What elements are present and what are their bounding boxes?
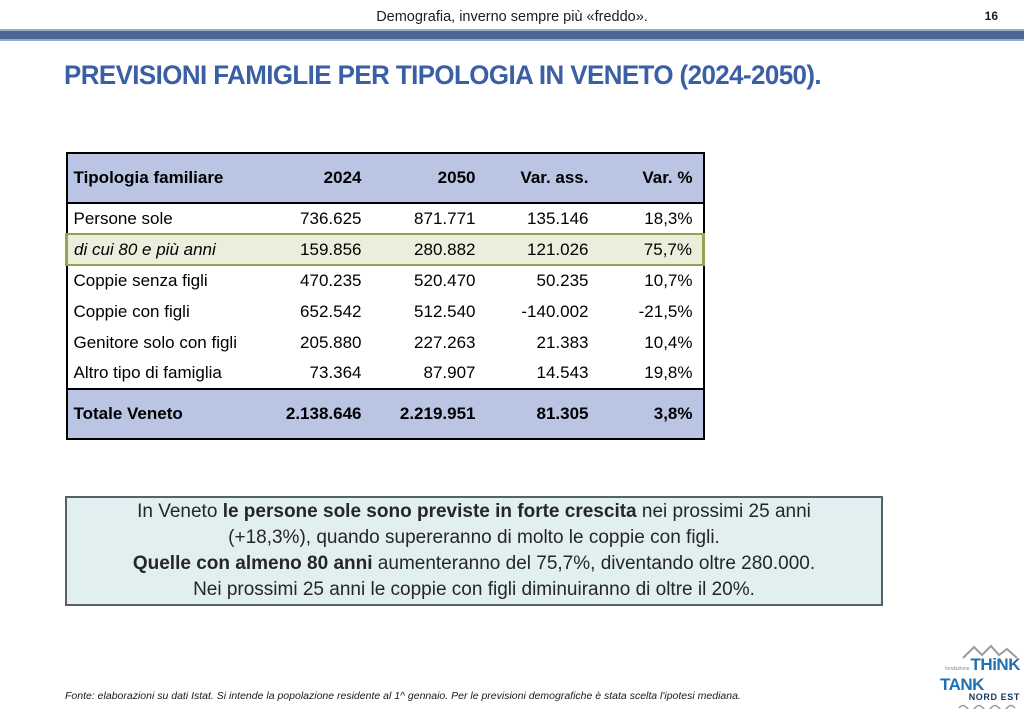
table-row-coppie-senza-figli bbox=[67, 265, 704, 296]
table-row-80-e-piu-highlighted bbox=[67, 234, 704, 265]
source-note: Fonte: elaborazioni su dati Istat. Si intende la popolazione residente al 1^ gennaio. Per le previsioni demografiche è stata scelta l'ipotesi mediana. bbox=[65, 690, 741, 702]
cell-var-ass: 81.305 bbox=[486, 389, 599, 439]
column-header-2024: 2024 bbox=[267, 153, 372, 203]
summary-line-3 bbox=[67, 551, 881, 577]
table-row-totale-veneto bbox=[67, 389, 704, 439]
cell-2024: 73.364 bbox=[309, 363, 362, 382]
cell-var-pct: 3,8% bbox=[599, 389, 704, 439]
cell-2024: 652.542 bbox=[300, 301, 362, 321]
summary-text-bold: le persone sole sono previste in forte crescita bbox=[222, 501, 637, 522]
cell-var-pct: 18,3% bbox=[644, 208, 693, 228]
cell-2024: 205.880 bbox=[300, 332, 362, 352]
row-label: Altro tipo di famiglia bbox=[73, 363, 222, 382]
cell-var-ass: 21.383 bbox=[536, 332, 589, 352]
table-row-coppie-con-figli bbox=[67, 296, 704, 327]
summary-text-box bbox=[65, 496, 883, 606]
cell-var-ass: 14.543 bbox=[536, 363, 589, 382]
summary-text: aumenteranno del 75,7%, diventando oltre 280.000. bbox=[372, 553, 816, 574]
column-header-var-ass: Var. ass. bbox=[486, 153, 599, 203]
logo-fondazione-label: fondazione bbox=[945, 666, 970, 672]
cell-2050: 2.219.951 bbox=[372, 389, 486, 439]
logo-think-label: THiNK bbox=[970, 655, 1020, 674]
waves-icon bbox=[958, 704, 1020, 709]
cell-2050: 512.540 bbox=[414, 301, 476, 321]
logo-think-row bbox=[945, 657, 1020, 677]
cell-var-pct: -21,5% bbox=[638, 301, 693, 321]
cell-2024: 736.625 bbox=[300, 208, 362, 228]
cell-2050: 871.771 bbox=[414, 208, 476, 228]
row-label: Totale Veneto bbox=[67, 389, 267, 439]
cell-var-pct: 10,4% bbox=[644, 332, 693, 352]
logo-tank-label: TANK bbox=[940, 675, 984, 694]
cell-2050: 520.470 bbox=[414, 271, 476, 290]
cell-var-ass: 50.235 bbox=[536, 271, 589, 290]
row-label: Coppie con figli bbox=[73, 301, 190, 321]
summary-text: nei prossimi 25 anni bbox=[636, 501, 811, 522]
page-number: 16 bbox=[984, 9, 998, 23]
cell-var-pct: 19,8% bbox=[644, 363, 693, 382]
row-label: Persone sole bbox=[73, 208, 173, 228]
think-tank-nord-est-logo bbox=[940, 644, 1020, 709]
summary-text-bold: Quelle con almeno 80 anni bbox=[132, 553, 373, 574]
summary-line-1 bbox=[67, 499, 881, 525]
cell-var-pct: 10,7% bbox=[644, 271, 693, 290]
column-header-2050: 2050 bbox=[372, 153, 486, 203]
column-header-var-pct: Var. % bbox=[599, 153, 704, 203]
summary-text: In Veneto bbox=[137, 501, 223, 522]
table-header-row bbox=[67, 153, 704, 203]
table-row-genitore-solo bbox=[67, 327, 704, 358]
cell-2050: 280.882 bbox=[372, 234, 486, 265]
cell-2050: 87.907 bbox=[423, 363, 476, 382]
row-label: di cui 80 e più anni bbox=[67, 234, 267, 265]
header-divider-bar bbox=[0, 29, 1024, 41]
slide-header-title: Demografia, inverno sempre più «freddo». bbox=[376, 9, 648, 25]
table-row-persone-sole bbox=[67, 203, 704, 234]
family-typology-table bbox=[65, 152, 705, 440]
summary-line-2: (+18,3%), quando supereranno di molto le coppie con figli. bbox=[228, 527, 720, 548]
slide-title: PREVISIONI FAMIGLIE PER TIPOLOGIA IN VENETO (2024-2050). bbox=[64, 60, 822, 90]
cell-var-ass: 121.026 bbox=[486, 234, 599, 265]
column-header-tipologia: Tipologia familiare bbox=[67, 153, 267, 203]
cell-var-ass: 135.146 bbox=[527, 208, 589, 228]
cell-var-pct: 75,7% bbox=[599, 234, 704, 265]
row-label: Genitore solo con figli bbox=[73, 332, 237, 352]
cell-2024: 159.856 bbox=[267, 234, 372, 265]
cell-2050: 227.263 bbox=[414, 332, 476, 352]
logo-nord-est-label: NORD EST bbox=[968, 692, 1020, 702]
row-label: Coppie senza figli bbox=[73, 271, 208, 290]
summary-line-4: Nei prossimi 25 anni le coppie con figli diminuiranno di oltre il 20%. bbox=[193, 579, 755, 600]
table-row-altro-tipo bbox=[67, 358, 704, 389]
cell-2024: 2.138.646 bbox=[267, 389, 372, 439]
cell-var-ass: -140.002 bbox=[521, 301, 589, 321]
cell-2024: 470.235 bbox=[300, 271, 362, 290]
